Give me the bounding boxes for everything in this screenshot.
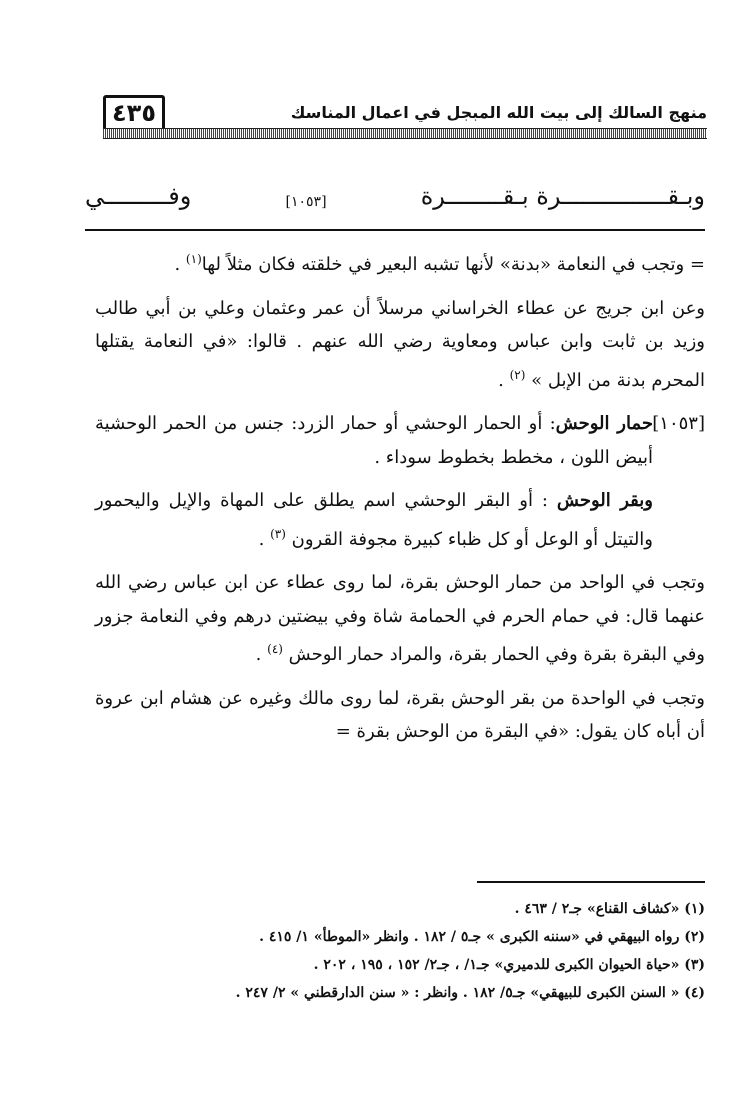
term-baqar-alwahsh: وبقر الوحش xyxy=(556,490,653,511)
footnote-ref: (٤) xyxy=(267,642,283,656)
verse-line xyxy=(85,172,705,210)
footnote-rule xyxy=(477,881,705,883)
header-rule xyxy=(103,128,707,139)
footnote-3: (٣) «حياة الحيوان الكبرى للدميري» جـ١/ ، جـ٢/ ١٥٢ ، ١٩٥ ، ٢٠٢ . xyxy=(313,957,705,973)
footnotes xyxy=(180,895,705,1007)
footnote-ref: (٣) xyxy=(270,526,286,541)
verse-left: وفـــــــــي xyxy=(85,182,192,210)
verse-right: وبـقـــــــــــــــرة بـقــــــــرة xyxy=(420,182,705,210)
term-hamar-alwahsh: حمار الوحش xyxy=(555,413,653,434)
paragraph-4: وتجب في الواحد من حمار الوحش بقرة، لما روى عطاء عن ابن عباس رضي الله عنهما قال: في حمام الحرم في الحمامة شاة وفي بيضتين درهم وفي النعامة جزور وفي البقرة بقرة وفي الحمار بقرة، والمراد حمار الوحش $^{(٤)}$ . xyxy=(95,572,705,665)
footnote-ref: (١) xyxy=(185,252,202,266)
footnote-ref: (٢) xyxy=(509,367,526,382)
paragraph-2: وعن ابن جريج عن عطاء الخراساني مرسلاً أن عمر وعثمان وعلي بن أبي طالب وزيد بن ثابت وابن عباس ومعاوية رضي الله عنهم . قالوا: «في النعامة يقتلها المحرم بدنة من الإبل » $^{(٢)}$ . xyxy=(95,297,705,391)
note-number: [١٠٥٣] xyxy=(652,413,705,434)
running-title: منهج السالك إلى بيت الله المبجل في اعمال المناسك xyxy=(290,103,707,122)
note-1053: [١٠٥٣] حمار الوحش: أو الحمار الوحشي أو حمار الزرد: جنس من الحمر الوحشية أبيض اللون ، مخطط بخطوط سوداء . xyxy=(95,407,705,474)
paragraph-1: = وتجب في النعامة «بدنة» لأنها تشبه البعير في خلقته فكان مثلاً لها$^{(١)}$ . xyxy=(174,252,705,275)
paragraph-baqar: وبقر الوحش : أو البقر الوحشي اسم يطلق على المهاة والإيل واليحمور والتيتل أو الوعل أو كل ظباء كبيرة مجوفة القرون $^{(٣)}$ . xyxy=(95,490,653,550)
page-number: ٤٣٥ xyxy=(103,95,165,131)
paragraph-5: وتجب في الواحدة من بقر الوحش بقرة، لما روى مالك وغيره عن هشام ابن عروة أن أباه كان يقول: «في البقرة من الوحش بقرة = xyxy=(95,687,705,742)
footnote-4: (٤) « السنن الكبرى للبيهقي» جـ٥/ ١٨٢ . وانظر : « سنن الدارقطني » ٢/ ٢٤٧ . xyxy=(235,985,705,1001)
footnote-1: (١) «كشاف القناع» جـ٢ / ٤٦٣ . xyxy=(514,901,705,917)
footnote-2: (٢) رواه البيهقي في «سننه الكبرى » جـ٥ / ١٨٢ . وانظر «الموطأ» ١/ ٤١٥ . xyxy=(259,929,705,945)
verse-ref: [١٠٥٣] xyxy=(285,194,327,210)
commentary xyxy=(95,243,705,759)
verse-rule xyxy=(85,229,705,231)
